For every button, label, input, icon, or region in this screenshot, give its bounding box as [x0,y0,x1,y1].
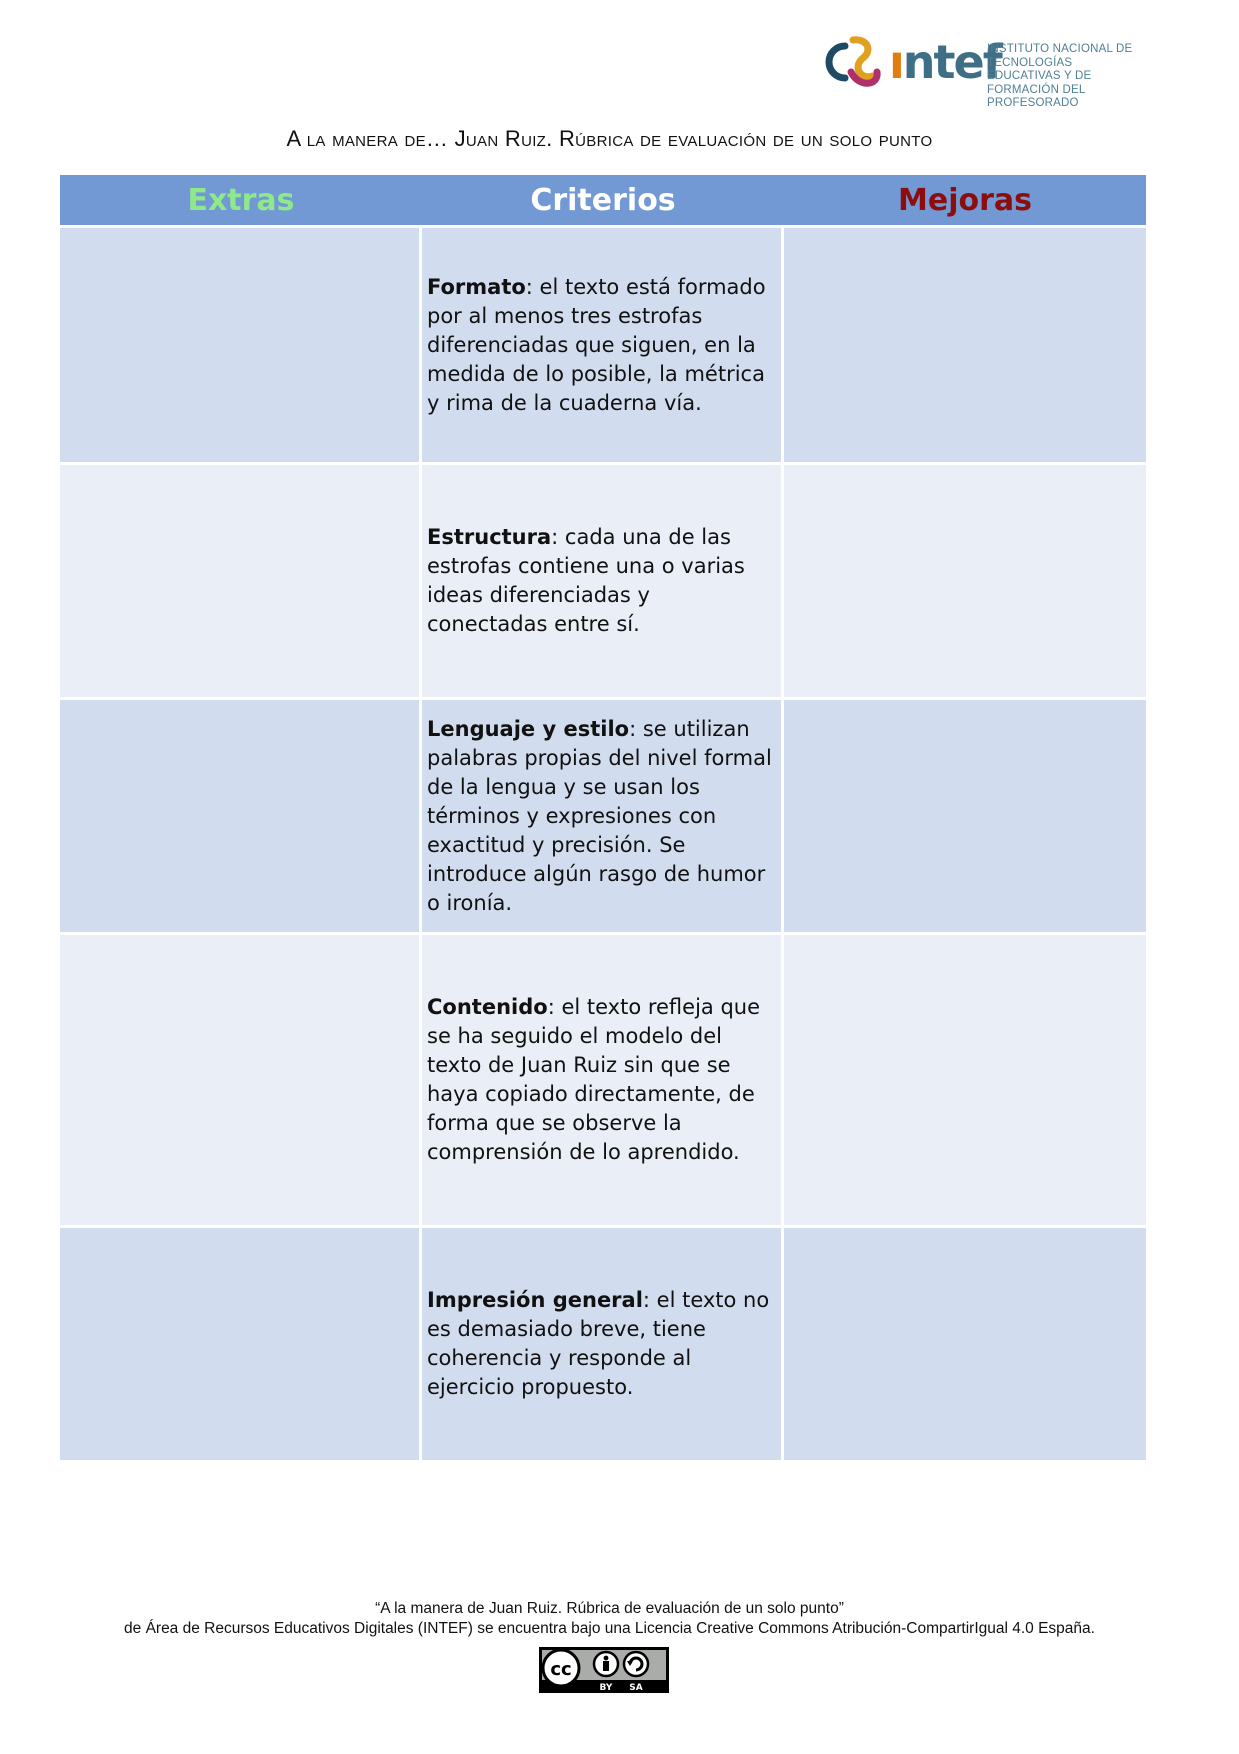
table-row [60,462,1146,697]
footer-license-text: de Área de Recursos Educativos Digitales (INTEF) se encuentra bajo una Licencia Creative Commons Atribución-CompartirIgual 4.0 España. [124,1620,1095,1637]
header-extras: Extras [60,175,422,225]
cc-label: cc [550,1659,572,1680]
institute-name: INSTITUTO NACIONAL DE TECNOLOGÍAS EDUCATIVAS Y DE FORMACIÓN DEL PROFESORADO [987,43,1133,109]
criterion-cell [422,225,784,462]
criterion-description: : se utilizan palabras propias del nivel formal de la lengua y se usan los términos y expresiones con exactitud y precisión. Se introduce algún rasgo de humor o ironía. [427,716,772,915]
criterion-term: Impresión general [427,1288,643,1312]
mejoras-cell [784,225,1146,462]
intef-emblem-icon [823,32,885,94]
footer-attribution-title: “A la manera de Juan Ruiz. Rúbrica de evaluación de un solo punto” [375,1600,844,1617]
cc-by-sa-license-badge[interactable] [539,1647,669,1693]
mejoras-cell [784,1225,1146,1460]
extras-cell [60,1225,422,1460]
extras-cell [60,697,422,932]
criterion-description: : el texto no es demasiado breve, tiene coherencia y responde al ejercicio propuesto. [427,1288,770,1399]
criterion-term: Formato [427,274,526,299]
rubric-table [60,175,1146,1460]
page-title: A la manera de… Juan Ruiz. Rúbrica de evaluación de un solo punto [286,126,933,151]
criterion-cell [422,1225,784,1460]
extras-cell [60,225,422,462]
header-mejoras: Mejoras [784,175,1146,225]
criterion-cell [422,697,784,932]
by-label: BY [599,1683,613,1693]
intef-logo [823,32,1143,109]
table-row [60,225,1146,462]
cc-by-sa-icon [539,1647,669,1693]
criterion-description: : el texto está formado por al menos tres estrofas diferenciadas que siguen, en la medida de lo posible, la métrica y rima de la cuaderna vía. [427,274,766,415]
table-row [60,697,1146,932]
criterion-cell [422,932,784,1225]
table-row [60,1225,1146,1460]
criterion-term: Contenido [427,995,548,1019]
mejoras-cell [784,697,1146,932]
criterion-term: Estructura [427,525,552,549]
table-header-row [60,175,1146,225]
header-criterios: Criterios [422,175,784,225]
extras-cell [60,932,422,1225]
sa-label: SA [629,1683,643,1693]
criterion-description: : cada una de las estrofas contiene una o varias ideas diferenciadas y conectadas entre sí. [427,525,745,636]
criterion-description: : el texto refleja que se ha seguido el modelo del texto de Juan Ruiz sin que se haya copiado directamente, de forma que se observe la comprensión de lo aprendido. [427,995,761,1164]
criterion-cell [422,462,784,697]
mejoras-cell [784,462,1146,697]
table-row [60,932,1146,1225]
intef-wordmark: ıntef [889,35,1001,89]
mejoras-cell [784,932,1146,1225]
extras-cell [60,462,422,697]
criterion-term: Lenguaje y estilo [427,716,630,741]
